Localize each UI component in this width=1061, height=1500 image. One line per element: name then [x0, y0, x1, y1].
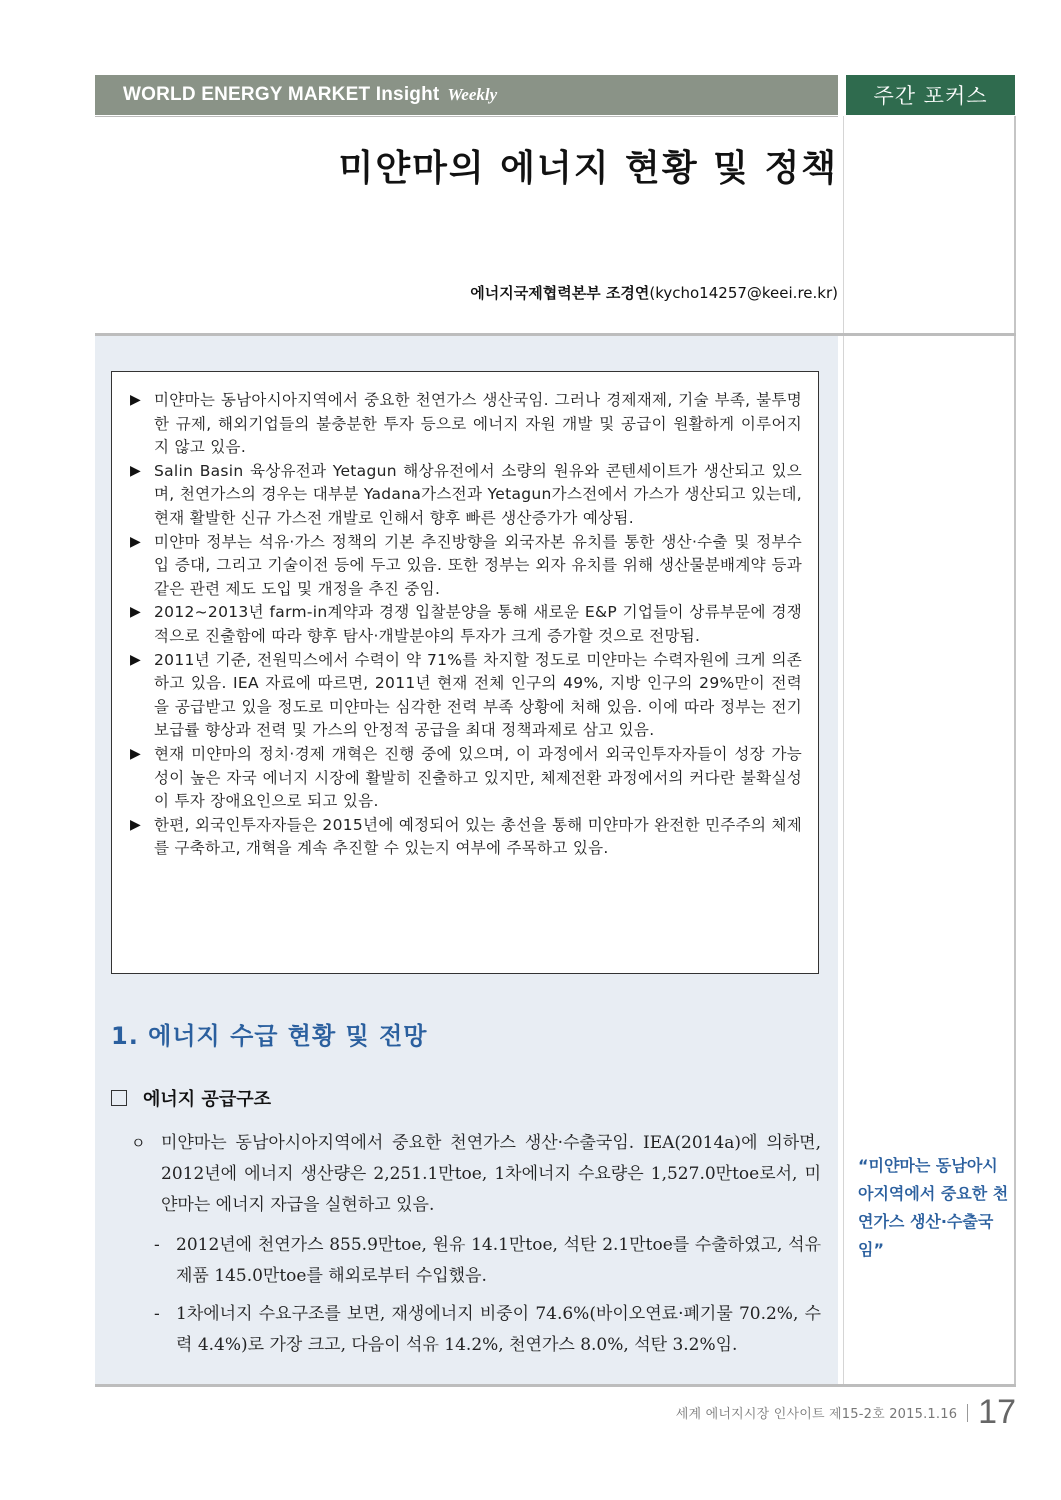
paragraph-text: 1차에너지 수요구조를 보면, 재생에너지 비중이 74.6%(바이오연료·폐기물 70.2%, 수력 4.4%)로 가장 크고, 다음이 석유 14.2%, 천연가스 8.0%, 석탄 3.2%임.: [176, 1304, 821, 1355]
summary-item: [130, 531, 802, 602]
summary-item: [130, 743, 802, 814]
summary-text: 미얀마는 동남아시아지역에서 중요한 천연가스 생산국임. 그러나 경제재제, 기술 부족, 불투명한 규제, 해외기업들의 불충분한 투자 등으로 에너지 자원 개발 및 공급이 원활하게 이루어지지 않고 있음.: [154, 391, 802, 457]
bullet-arrow-icon: ▶: [130, 604, 141, 621]
bullet-arrow-icon: ▶: [130, 816, 141, 833]
section-heading: 1. 에너지 수급 현황 및 전망: [111, 1022, 428, 1050]
publication-weekly: Weekly: [447, 85, 498, 104]
column-divider: [843, 116, 844, 1386]
summary-text: 한편, 외국인투자자들은 2015년에 예정되어 있는 총선을 통해 미얀마가 완전한 민주주의 체제를 구축하고, 개혁을 계속 추진할 수 있는지 여부에 주목하고 있음.: [154, 815, 802, 858]
bullet-arrow-icon: ▶: [130, 392, 141, 408]
page-number: 17: [978, 1393, 1016, 1431]
header-divider: [95, 116, 838, 117]
summary-item: [130, 460, 802, 531]
section-tab: 주간 포커스: [846, 75, 1015, 115]
subsection-title: 에너지 공급구조: [143, 1089, 271, 1110]
paragraph-text: 2012년에 천연가스 855.9만toe, 원유 14.1만toe, 석탄 2.1만toe를 수출하였고, 석유제품 145.0만toe를 해외로부터 수입했음.: [176, 1235, 821, 1286]
article-title: 미얀마의 에너지 현황 및 정책: [338, 147, 838, 189]
author-name: 에너지국제협력본부 조경연: [470, 284, 650, 302]
bullet-arrow-icon: ▶: [130, 533, 141, 550]
summary-box: [111, 371, 819, 974]
body-paragraph: [131, 1128, 821, 1221]
summary-item: [130, 814, 802, 861]
summary-text: 2012~2013년 farm-in계약과 경쟁 입찰분양을 통해 새로운 E&P 기업들이 상류부문에 경쟁적으로 진출함에 따라 향후 탐사·개발분야의 투자가 크게 증가할 것으로 전망됨.: [154, 603, 802, 645]
body-subparagraph: [154, 1230, 821, 1292]
summary-item: [130, 649, 802, 743]
author-line: [95, 282, 838, 303]
subsection-heading: [111, 1085, 271, 1111]
footer-separator: [967, 1404, 968, 1422]
summary-item: [130, 601, 802, 648]
summary-text: 미얀마 정부는 석유·가스 정책의 기본 추진방향을 외국자본 유치를 통한 생산·수출 및 정부수입 증대, 그리고 기술이전 등에 두고 있음. 또한 정부는 외자 유치를 위해 생산물분배계약 등과 같은 관련 제도 도입 및 개정을 추진 중임.: [154, 532, 802, 598]
author-email: (kycho14257@keei.re.kr): [649, 284, 838, 302]
publication-brand: WORLD ENERGY MARKET Insight: [123, 84, 440, 105]
dash-bullet: -: [154, 1235, 160, 1255]
header-banner: [95, 75, 838, 115]
bullet-arrow-icon: ▶: [130, 462, 141, 479]
bullet-arrow-icon: ▶: [130, 651, 141, 668]
content-bottom-divider: [95, 1384, 1016, 1387]
summary-text: 현재 미얀마의 정치·경제 개혁은 진행 중에 있으며, 이 과정에서 외국인투자자들이 성장 가능성이 높은 자국 에너지 시장에 활발히 진출하고 있지만, 체제전환 과정에서의 커다란 불확실성이 투자 장애요인으로 되고 있음.: [154, 744, 802, 811]
circle-bullet-icon: ㅇ: [131, 1134, 146, 1152]
summary-text: 2011년 기준, 전원믹스에서 수력이 약 71%를 차지할 정도로 미얀마는 수력자원에 크게 의존하고 있음. IEA 자료에 따르면, 2011년 현재 전체 인구의 49%, 지방 인구의 29%만이 전력을 공급받고 있을 정도로 미얀마는 심각한 전력 부족 상황에 처해 있음. 이에 따라 정부는 전기보급률 향상과 전력 및 가스의 안정적 공급을 최대 정책과제로 삼고 있음.: [154, 650, 802, 740]
paragraph-text: 미얀마는 동남아시아지역에서 중요한 천연가스 생산·수출국임. IEA(2014a)에 의하면, 2012년에 에너지 생산량은 2,251.1만toe, 1차에너지 수요량은 1,527.0만toe로서, 미얀마는 에너지 자급을 실현하고 있음.: [161, 1133, 821, 1215]
body-subparagraph: [154, 1299, 821, 1361]
bullet-arrow-icon: ▶: [130, 745, 141, 762]
right-border: [1014, 116, 1016, 1386]
footer-publication: 세계 에너지시장 인사이트 제15-2호 2015.1.16: [675, 1407, 958, 1422]
checkbox-square-icon: [111, 1090, 127, 1106]
summary-item: [130, 389, 802, 460]
dash-bullet: -: [154, 1304, 160, 1324]
page-footer: [560, 1393, 1016, 1432]
summary-text: Salin Basin 육상유전과 Yetagun 해상유전에서 소량의 원유와 콘텐세이트가 생산되고 있으며, 천연가스의 경우는 대부분 Yadana가스전과 Yetagun가스전에서 가스가 생산되고 있는데, 현재 활발한 신규 가스전 개발로 인해서 향후 빠른 생산증가가 예상됨.: [154, 461, 802, 527]
pull-quote: “미얀마는 동남아시아지역에서 중요한 천연가스 생산·수출국임”: [858, 1156, 1009, 1259]
